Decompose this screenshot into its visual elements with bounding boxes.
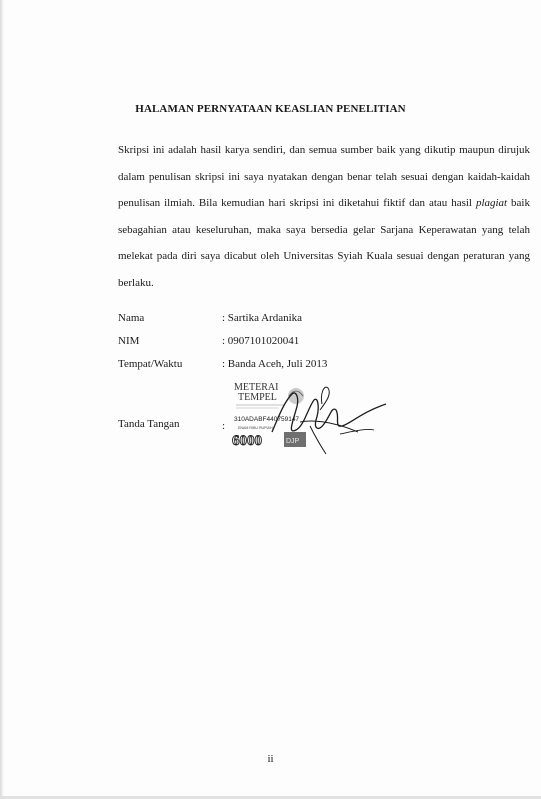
stamp-amount: 6000 xyxy=(232,433,262,449)
stamp-line2: TEMPEL xyxy=(238,392,277,403)
statement-text-part1: Skripsi ini adalah hasil karya sendiri, dan semua sumber baik yang dikutip maupun dirujuk dalam penulisan skripsi ini saya nyatakan dengan benar telah sesuai dengan kaidah-kaidah penulisan ilmiah. Bila kemudian hari skripsi ini diketahui fiktif dan atau hasil xyxy=(118,144,530,210)
stamp-small-text: ENAM RIBU RUPIAH xyxy=(238,426,273,430)
field-value-nama: : Sartika Ardanika xyxy=(222,312,303,324)
field-value-tanda-tangan: : xyxy=(222,420,226,432)
field-value-nim: : 0907101020041 xyxy=(222,335,300,347)
statement-text-part2: baik sebagahian atau keseluruhan, maka saya bersedia gelar Sarjana Keperawatan yang telah melekat pada diri saya dicabut oleh Universitas Syiah Kuala sesuai dengan peraturan yang berlaku. xyxy=(118,197,530,289)
statement-paragraph xyxy=(118,137,530,297)
field-value-tempat-waktu: : Banda Aceh, Juli 2013 xyxy=(222,358,328,370)
field-label-nim: NIM xyxy=(118,335,140,347)
handwritten-signature xyxy=(270,380,390,455)
statement-italic-word: plagiat xyxy=(475,197,508,210)
field-label-tempat-waktu: Tempat/Waktu xyxy=(118,358,183,370)
field-label-tanda-tangan: Tanda Tangan xyxy=(118,418,180,430)
page-number: ii xyxy=(267,753,274,765)
scan-edge-shadow xyxy=(0,0,4,799)
field-label-nama: Nama xyxy=(118,312,145,324)
stamp-suffix: DJP xyxy=(286,438,300,445)
page-title: HALAMAN PERNYATAAN KEASLIAN PENELITIAN xyxy=(135,103,406,115)
stamp-line1: METERAI xyxy=(234,382,279,393)
stamp-serial: 310ADABF440759147 xyxy=(234,416,300,423)
